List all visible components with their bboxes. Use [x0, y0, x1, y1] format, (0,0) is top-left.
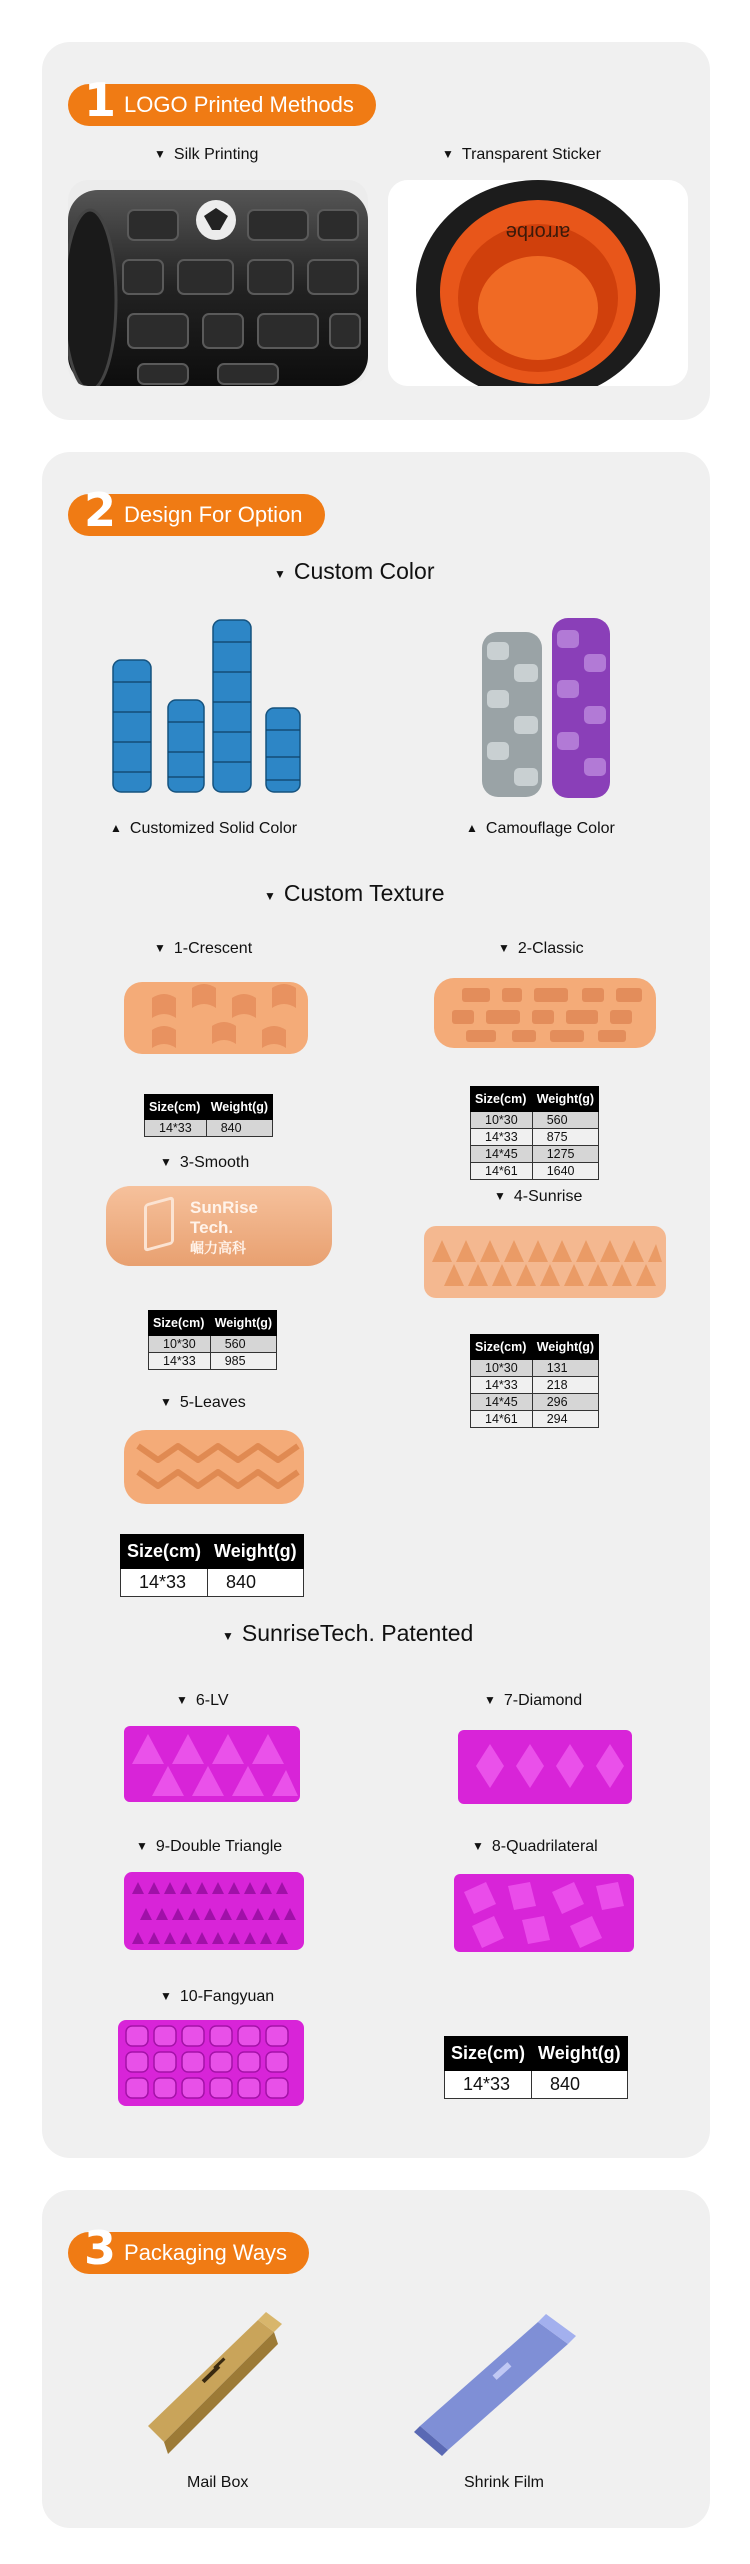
size-cell: 14*33 — [471, 1129, 533, 1146]
weight-cell: 840 — [208, 1569, 304, 1597]
weight-cell: 560 — [210, 1336, 276, 1353]
weight-header: Weight(g) — [206, 1095, 272, 1120]
weight-cell: 1275 — [532, 1146, 598, 1163]
triangle-down-icon: ▼ — [154, 941, 166, 955]
weight-cell: 1640 — [532, 1163, 598, 1180]
smooth-label: ▼ 3-Smooth — [160, 1154, 250, 1171]
lv-label: ▼ 6-LV — [176, 1692, 229, 1709]
weight-cell: 840 — [206, 1120, 272, 1137]
custom-color-heading: ▼ Custom Color — [274, 558, 435, 584]
weight-cell: 840 — [532, 2071, 628, 2099]
smooth-spec-table — [148, 1310, 277, 1370]
triangle-down-icon: ▼ — [472, 1839, 484, 1853]
silk-printing-label: ▼ Silk Printing — [154, 146, 259, 163]
solid-color-rollers — [108, 612, 318, 802]
sunrise-spec-table — [470, 1334, 599, 1428]
packaging-card — [42, 2190, 710, 2528]
quadrilateral-label: ▼ 8-Quadrilateral — [472, 1838, 598, 1855]
triangle-down-icon: ▼ — [498, 941, 510, 955]
size-cell: 14*45 — [471, 1394, 533, 1411]
triangle-down-icon: ▼ — [176, 1693, 188, 1707]
sticker-text: arrorbe — [505, 221, 571, 243]
size-cell: 10*30 — [471, 1360, 533, 1377]
size-cell: 14*61 — [471, 1411, 533, 1428]
section-3-title — [68, 2221, 309, 2275]
weight-header: Weight(g) — [210, 1311, 276, 1336]
leaves-spec-table — [120, 1534, 304, 1597]
mail-box-label: Mail Box — [187, 2474, 249, 2491]
crescent-spec-table — [144, 1094, 273, 1137]
lv-roller — [122, 1724, 302, 1804]
triangle-down-icon: ▼ — [160, 1989, 172, 2003]
table-row — [471, 1112, 599, 1129]
weight-cell: 131 — [532, 1360, 598, 1377]
smooth-roller — [106, 1186, 332, 1266]
size-cell: 14*61 — [471, 1163, 533, 1180]
triangle-down-icon: ▼ — [264, 889, 276, 903]
table-row — [471, 1377, 599, 1394]
triangle-down-icon: ▼ — [160, 1395, 172, 1409]
table-row — [471, 1146, 599, 1163]
size-header: Size(cm) — [121, 1535, 208, 1569]
classic-spec-table — [470, 1086, 599, 1180]
section-number: 2 — [84, 483, 117, 537]
weight-header: Weight(g) — [208, 1535, 304, 1569]
weight-header: Weight(g) — [532, 2037, 628, 2071]
table-row — [145, 1120, 273, 1137]
triangle-down-icon: ▼ — [494, 1189, 506, 1203]
size-cell: 14*33 — [121, 1569, 208, 1597]
patented-spec-table — [444, 2036, 628, 2099]
fangyuan-label: ▼ 10-Fangyuan — [160, 1988, 275, 2005]
crescent-roller — [122, 978, 310, 1058]
weight-cell: 985 — [210, 1353, 276, 1370]
sunrise-logo-line-3: 崛力高科 — [190, 1240, 246, 1256]
table-row — [149, 1353, 277, 1370]
size-cell: 10*30 — [149, 1336, 211, 1353]
silk-printing-photo — [68, 180, 368, 386]
leaves-label: ▼ 5-Leaves — [160, 1394, 246, 1411]
weight-cell: 560 — [532, 1112, 598, 1129]
table-row — [121, 1569, 304, 1597]
table-row — [445, 2071, 628, 2099]
mail-box-image — [142, 2308, 292, 2458]
table-row — [471, 1360, 599, 1377]
size-header: Size(cm) — [445, 2037, 532, 2071]
logo-methods-card — [42, 42, 710, 420]
section-title: LOGO Printed Methods — [124, 92, 354, 117]
solid-color-label: ▲ Customized Solid Color — [110, 820, 298, 837]
camouflage-color-label: ▲ Camouflage Color — [466, 820, 615, 837]
double-triangle-label: ▼ 9-Double Triangle — [136, 1838, 283, 1855]
sunrise-logo-line-2: Tech. — [190, 1218, 234, 1237]
size-cell: 14*33 — [145, 1120, 207, 1137]
design-option-card — [42, 452, 710, 2158]
fangyuan-roller — [116, 2018, 306, 2108]
triangle-down-icon: ▼ — [274, 567, 286, 581]
table-row — [471, 1411, 599, 1428]
crescent-label: ▼ 1-Crescent — [154, 940, 253, 957]
size-cell: 14*33 — [149, 1353, 211, 1370]
section-number: 3 — [84, 2221, 117, 2275]
size-header: Size(cm) — [145, 1095, 207, 1120]
classic-label: ▼ 2-Classic — [498, 940, 584, 957]
section-2-title — [68, 483, 325, 537]
quadrilateral-roller — [452, 1872, 636, 1954]
sunrise-logo-mark — [144, 1196, 174, 1252]
table-row — [149, 1336, 277, 1353]
camouflage-rollers — [472, 612, 622, 802]
triangle-up-icon: ▲ — [110, 821, 122, 835]
weight-cell: 218 — [532, 1377, 598, 1394]
triangle-down-icon: ▼ — [484, 1693, 496, 1707]
patented-heading: ▼ SunriseTech. Patented — [222, 1620, 474, 1646]
sunrise-roller — [422, 1222, 668, 1302]
triangle-down-icon: ▼ — [154, 147, 166, 161]
section-number: 1 — [84, 73, 117, 127]
transparent-sticker-photo — [388, 180, 688, 386]
triangle-down-icon: ▼ — [160, 1155, 172, 1169]
size-cell: 14*45 — [471, 1146, 533, 1163]
size-cell: 10*30 — [471, 1112, 533, 1129]
triangle-down-icon: ▼ — [222, 1629, 234, 1643]
table-row — [471, 1163, 599, 1180]
size-header: Size(cm) — [471, 1335, 533, 1360]
weight-cell: 294 — [532, 1411, 598, 1428]
size-cell: 14*33 — [445, 2071, 532, 2099]
triangle-down-icon: ▼ — [442, 147, 454, 161]
leaves-roller — [122, 1426, 306, 1508]
table-row — [471, 1394, 599, 1411]
section-1-title — [68, 73, 376, 127]
size-header: Size(cm) — [471, 1087, 533, 1112]
weight-cell: 875 — [532, 1129, 598, 1146]
sunrise-logo-line-1: SunRise — [190, 1198, 259, 1217]
shrink-film-image — [412, 2308, 582, 2458]
triangle-up-icon: ▲ — [466, 821, 478, 835]
table-row — [471, 1129, 599, 1146]
shrink-film-label: Shrink Film — [464, 2474, 545, 2491]
triangle-down-icon: ▼ — [136, 1839, 148, 1853]
diamond-label: ▼ 7-Diamond — [484, 1692, 583, 1709]
transparent-sticker-label: ▼ Transparent Sticker — [442, 146, 601, 163]
section-title: Packaging Ways — [124, 2240, 288, 2265]
size-header: Size(cm) — [149, 1311, 211, 1336]
diamond-roller — [456, 1728, 634, 1806]
sunrise-label: ▼ 4-Sunrise — [494, 1188, 583, 1205]
double-triangle-roller — [122, 1870, 306, 1952]
classic-roller — [432, 974, 658, 1052]
weight-cell: 296 — [532, 1394, 598, 1411]
section-title: Design For Option — [124, 502, 303, 527]
weight-header: Weight(g) — [532, 1087, 598, 1112]
custom-texture-heading: ▼ Custom Texture — [264, 880, 445, 906]
size-cell: 14*33 — [471, 1377, 533, 1394]
weight-header: Weight(g) — [532, 1335, 598, 1360]
